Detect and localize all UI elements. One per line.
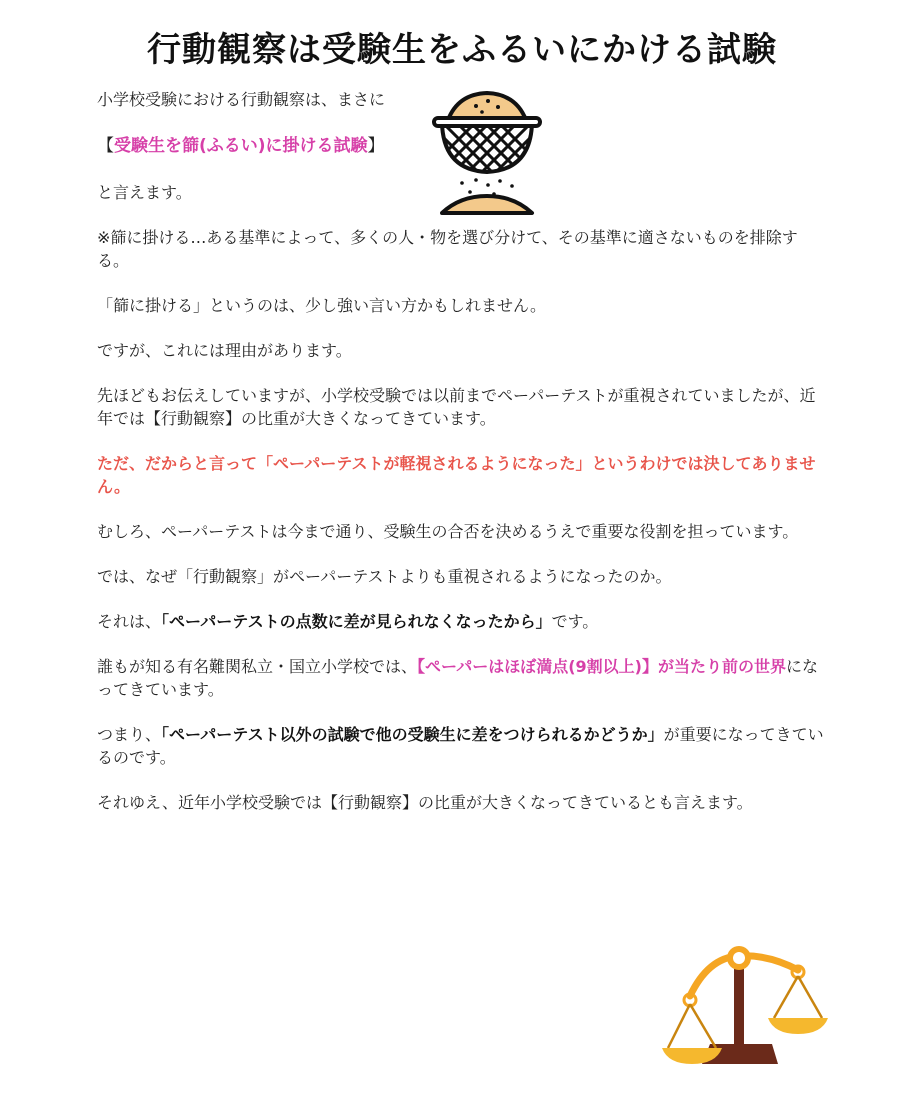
paragraph-top-schools: 誰もが知る有名難関私立・国立小学校では、【ペーパーはほぼ満点(9割以上)】が当たり前の世界になってきています。 xyxy=(97,657,818,699)
bracket-open: 【 xyxy=(97,136,114,156)
sieve-icon xyxy=(430,88,544,218)
paragraph-in-other-words: つまり、「ペーパーテスト以外の試験で他の受験生に差をつけられるかどうか」が重要になってきているのです。 xyxy=(97,725,824,767)
paragraph-background: 先ほどもお伝えしていますが、小学校受験では以前までペーパーテストが重視されていましたが、近年では【行動観察】の比重が大きくなってきています。 xyxy=(97,386,816,428)
bracket-close: 】 xyxy=(367,136,385,156)
balance-scale-icon xyxy=(658,938,830,1068)
paragraph-intro: 小学校受験における行動観察は、まさに xyxy=(97,90,386,109)
paragraph-definition: ※篩に掛ける…ある基準によって、多くの人・物を選び分けて、その基準に適さないものを排除する。 xyxy=(97,228,798,270)
page-title: 行動観察は受験生をふるいにかける試験 xyxy=(147,30,777,70)
paragraph-conclusion: それゆえ、近年小学校受験では【行動観察】の比重が大きくなってきているとも言えます。 xyxy=(97,793,753,812)
paragraph-reason: ですが、これには理由があります。 xyxy=(97,341,352,360)
highlight-near-perfect: 【ペーパーはほぼ満点(9割以上)】が当たり前の世界 xyxy=(417,657,786,676)
paragraph-rather: むしろ、ペーパーテストは今まで通り、受験生の合否を決めるうえで重要な役割を担っています。 xyxy=(97,522,799,541)
paragraph-answer: それは、「ペーパーテストの点数に差が見られなくなったから」です。 xyxy=(97,612,599,631)
bold-differentiate: 「ペーパーテスト以外の試験で他の受験生に差をつけられるかどうか」 xyxy=(161,725,664,744)
paragraph-not-neglected: ただ、だからと言って「ペーパーテストが軽視されるようになった」というわけでは決してありません。 xyxy=(97,454,816,496)
paragraph-say: と言えます。 xyxy=(97,183,192,202)
highlight-sieve-exam: 受験生を篩(ふるい)に掛ける試験 xyxy=(114,136,368,156)
bold-no-difference: 「ペーパーテストの点数に差が見られなくなったから」 xyxy=(161,612,552,631)
paragraph-strong-expression: 「篩に掛ける」というのは、少し強い言い方かもしれません。 xyxy=(97,296,546,315)
paragraph-question: では、なぜ「行動観察」がペーパーテストよりも重視されるようになったのか。 xyxy=(97,567,672,586)
